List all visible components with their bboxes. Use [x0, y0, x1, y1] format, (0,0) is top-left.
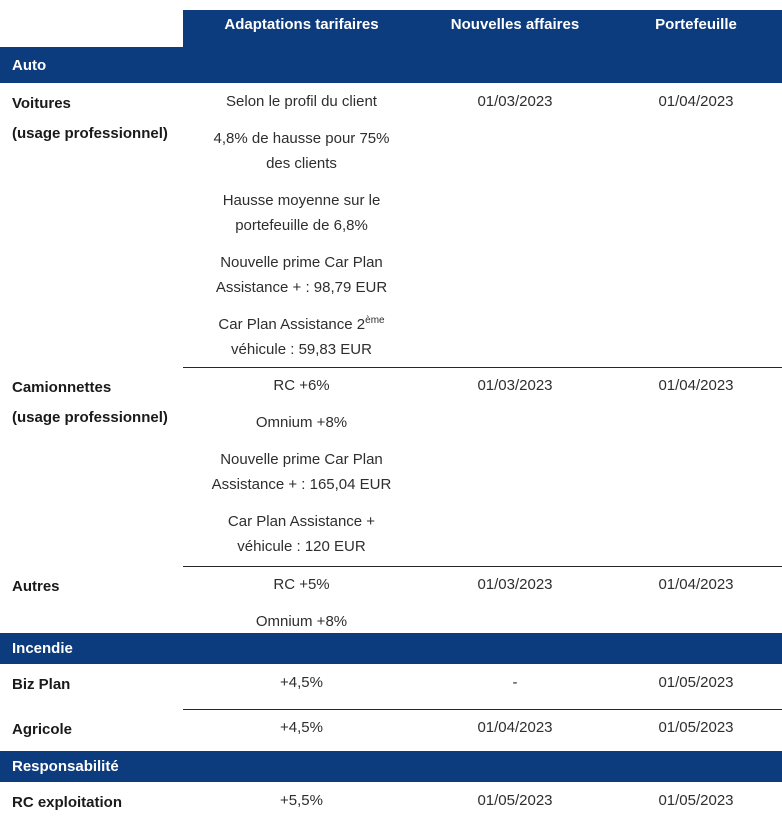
adaptation-paragraph: RC +5% — [273, 576, 330, 593]
adaptation-cell-rc-exploitation — [183, 782, 420, 821]
column-header-row — [0, 10, 782, 47]
row-label-camionnettes — [0, 367, 183, 571]
adaptation-paragraph: 4,8% de hausse pour 75% des clients — [213, 130, 390, 172]
nouvelles-affaires-cell-biz-plan: - — [512, 674, 518, 691]
row-label-line: Agricole — [12, 721, 73, 738]
adaptation-cell-camionnettes — [183, 367, 420, 571]
row-autres — [0, 566, 782, 633]
col-header-adaptations-tarifaires: Adaptations tarifaires — [183, 10, 420, 47]
row-agricole — [0, 709, 782, 751]
adaptation-paragraph: Car Plan Assistance 2ème véhicule : 59,83 EUR — [218, 315, 385, 358]
portefeuille-cell-agricole: 01/05/2023 — [658, 719, 734, 736]
portefeuille-cell-camionnettes: 01/04/2023 — [658, 377, 734, 394]
row-label-line: (usage professionnel) — [12, 409, 168, 426]
row-label-line: Autres — [12, 578, 60, 595]
row-label-agricole — [0, 709, 183, 752]
row-label-line: RC exploitation — [12, 794, 123, 811]
header-empty-cell — [0, 10, 183, 47]
row-label-line: Voitures — [12, 95, 71, 112]
adaptation-paragraph: Omnium +8% — [255, 613, 348, 630]
adaptation-paragraph: Selon le profil du client — [226, 93, 377, 110]
nouvelles-affaires-cell-autres: 01/03/2023 — [477, 576, 553, 593]
row-biz-plan — [0, 664, 782, 709]
row-label-line: (usage professionnel) — [12, 125, 168, 142]
adaptation-paragraph: Hausse moyenne sur le portefeuille de 6,8% — [222, 192, 381, 234]
adaptation-cell-voitures — [183, 83, 420, 374]
section-bar-incendie: Incendie — [0, 633, 782, 664]
col-header-portefeuille: Portefeuille — [610, 10, 782, 47]
adaptation-cell-autres — [183, 566, 420, 646]
adaptation-cell-agricole — [183, 709, 420, 752]
portefeuille-cell-biz-plan: 01/05/2023 — [658, 674, 734, 691]
row-label-voitures — [0, 83, 183, 374]
row-label-line: Biz Plan — [12, 676, 71, 693]
row-label-autres — [0, 566, 183, 646]
portefeuille-cell-autres: 01/04/2023 — [658, 576, 734, 593]
row-label-rc-exploitation — [0, 782, 183, 821]
top-margin — [0, 0, 782, 10]
adaptation-cell-biz-plan — [183, 664, 420, 709]
adaptation-paragraph: +5,5% — [280, 792, 323, 809]
superscript-eme: ème — [365, 315, 385, 326]
adaptation-paragraph: Car Plan Assistance + véhicule : 120 EUR — [227, 513, 376, 555]
portefeuille-cell-voitures: 01/04/2023 — [658, 93, 734, 110]
row-separator — [183, 367, 782, 368]
row-label-biz-plan — [0, 664, 183, 709]
adaptation-paragraph: Nouvelle prime Car Plan Assistance + : 98,79 EUR — [215, 254, 388, 296]
row-rc-exploitation — [0, 782, 782, 820]
nouvelles-affaires-cell-camionnettes: 01/03/2023 — [477, 377, 553, 394]
row-separator — [183, 709, 782, 710]
col-header-nouvelles-affaires: Nouvelles affaires — [420, 10, 610, 47]
adaptation-paragraph: +4,5% — [280, 719, 323, 736]
adaptation-paragraph: +4,5% — [280, 674, 323, 691]
nouvelles-affaires-cell-agricole: 01/04/2023 — [477, 719, 553, 736]
nouvelles-affaires-cell-rc-exploitation: 01/05/2023 — [477, 792, 553, 809]
portefeuille-cell-rc-exploitation: 01/05/2023 — [658, 792, 734, 809]
row-separator — [183, 566, 782, 567]
section-bar-auto: Auto — [0, 47, 782, 83]
adaptation-paragraph: RC +6% — [273, 377, 330, 394]
row-voitures — [0, 83, 782, 367]
nouvelles-affaires-cell-voitures: 01/03/2023 — [477, 93, 553, 110]
adaptation-paragraph: Omnium +8% — [255, 414, 348, 431]
row-label-line: Camionnettes — [12, 379, 112, 396]
row-camionnettes — [0, 367, 782, 566]
section-bar-responsabilite: Responsabilité — [0, 751, 782, 782]
adaptation-paragraph: Nouvelle prime Car Plan Assistance + : 165,04 EUR — [211, 451, 392, 493]
